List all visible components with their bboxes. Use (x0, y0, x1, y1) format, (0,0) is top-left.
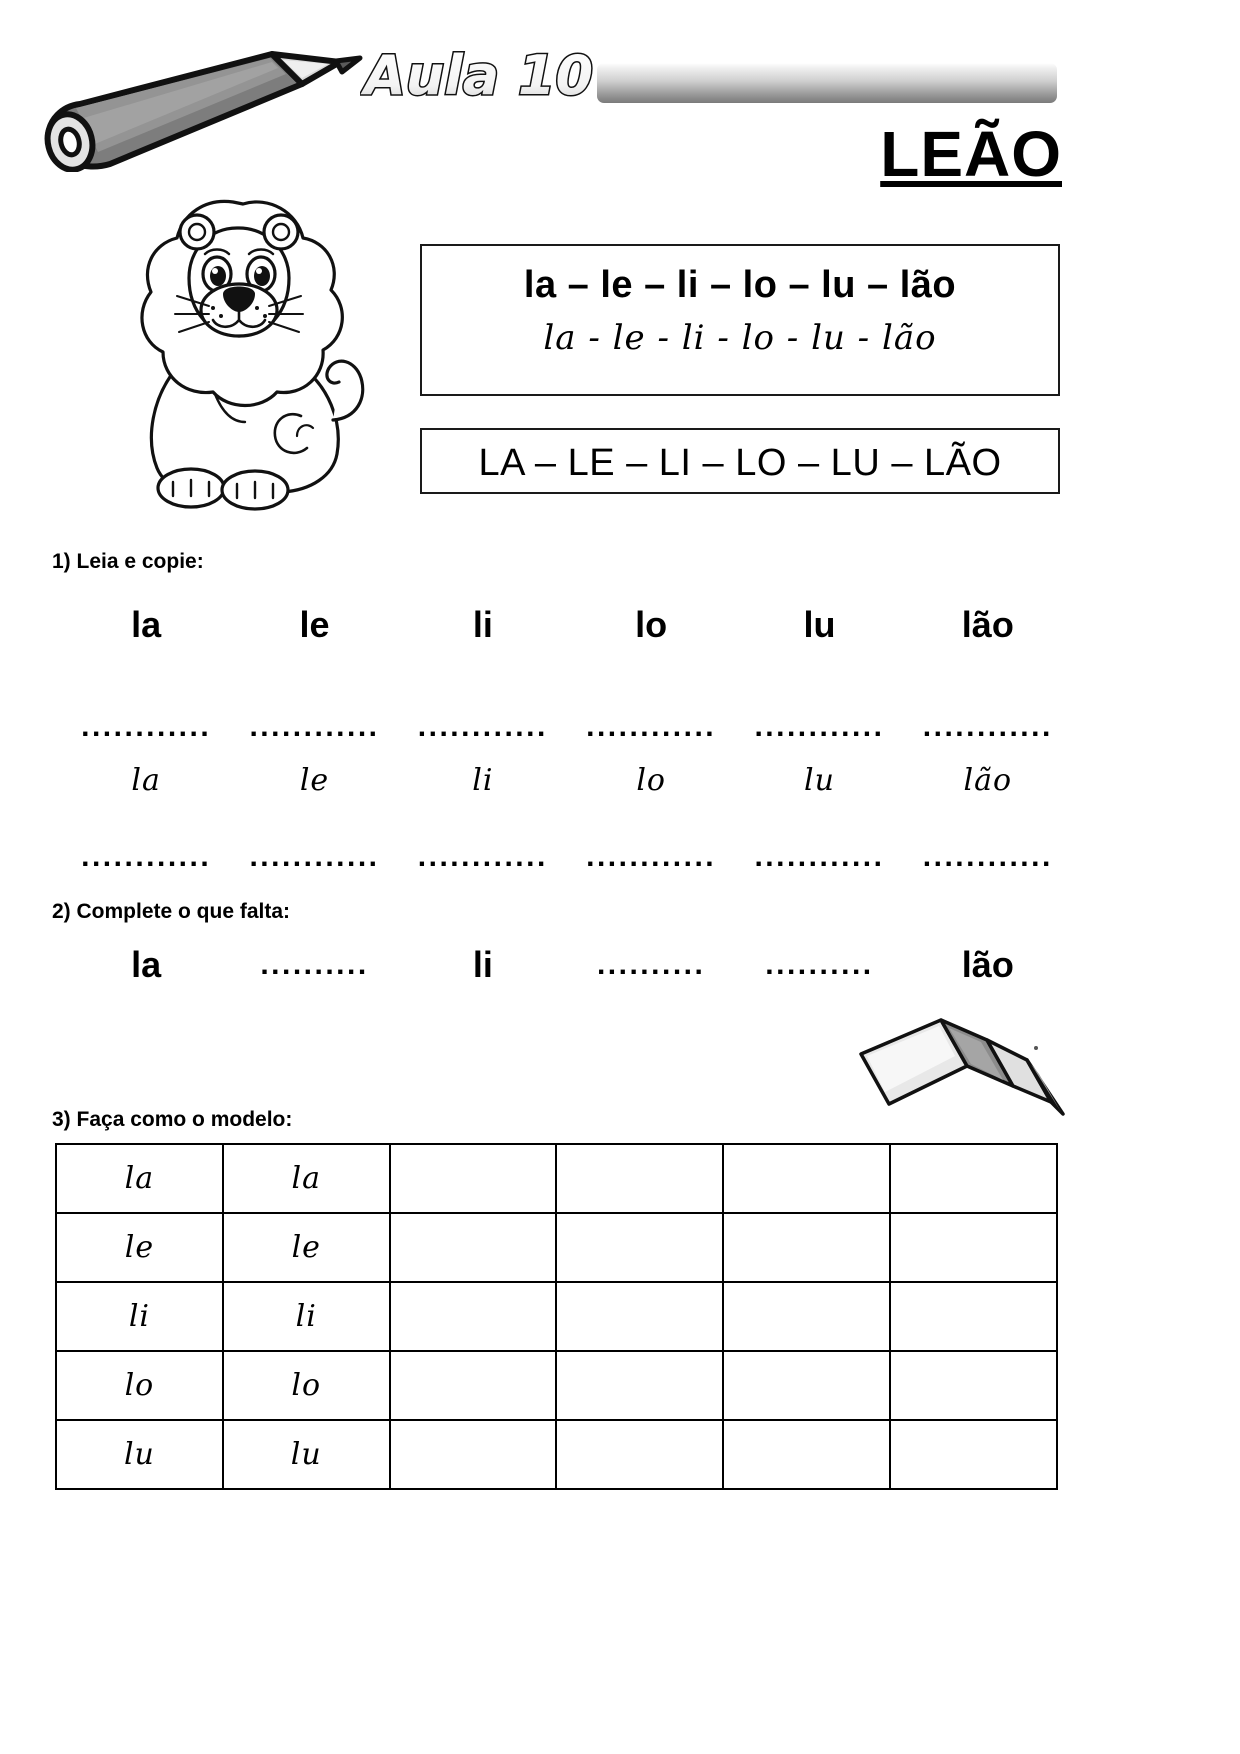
syllable-cursive: lo (636, 763, 666, 798)
syllable-box-uppercase (420, 428, 1060, 494)
table-cell-blank[interactable] (390, 1420, 557, 1489)
model-table (55, 1143, 1058, 1490)
syllable-print: lu (803, 604, 836, 645)
table-cell-blank[interactable] (390, 1351, 557, 1420)
tracing-line[interactable]: ............ (754, 840, 885, 873)
table-cell-blank[interactable] (890, 1144, 1057, 1213)
syllable-cursive: li (472, 763, 494, 798)
table-cell-blank[interactable] (723, 1420, 890, 1489)
syllable-blank[interactable]: .......... (596, 948, 706, 981)
table-cell-blank[interactable] (723, 1144, 890, 1213)
table-cell-blank[interactable] (556, 1420, 723, 1489)
crayon-icon (855, 1018, 1070, 1118)
syllable-print: lão (961, 604, 1014, 645)
exercise-1-dots-row-2 (62, 840, 1072, 874)
syllable-print: li (472, 604, 493, 645)
tracing-line[interactable]: ............ (417, 840, 548, 873)
table-row (56, 1351, 1057, 1420)
header-gradient-bar (597, 63, 1057, 103)
table-cell-blank[interactable] (890, 1213, 1057, 1282)
table-cell-blank[interactable] (390, 1282, 557, 1351)
syllable-print: la (131, 604, 162, 645)
lesson-title-text: Aula 10 (364, 44, 594, 107)
exercise-1-body (62, 600, 1072, 874)
table-cell-blank[interactable] (723, 1351, 890, 1420)
table-cell-model: le (223, 1213, 390, 1282)
exercise-1-print-row (62, 600, 1072, 650)
syllable-given: lão (961, 944, 1014, 985)
table-row (56, 1144, 1057, 1213)
table-cell-blank[interactable] (390, 1213, 557, 1282)
syllable-cursive: le (299, 763, 330, 798)
table-row (56, 1282, 1057, 1351)
exercise-1-cursive-row (62, 758, 1072, 804)
tracing-line[interactable]: ............ (586, 840, 717, 873)
syllable-lowercase-cursive: la - le - li - lo - lu - lão (543, 317, 937, 358)
syllable-box-lowercase (420, 244, 1060, 396)
exercise-2-body (62, 940, 1072, 990)
table-cell-blank[interactable] (890, 1420, 1057, 1489)
syllable-given: la (131, 944, 162, 985)
table-cell-model: li (56, 1282, 223, 1351)
table-cell-model: lo (56, 1351, 223, 1420)
syllable-given: li (472, 944, 493, 985)
table-cell-blank[interactable] (556, 1144, 723, 1213)
tracing-line[interactable]: ............ (922, 710, 1053, 743)
syllable-print: lo (635, 604, 668, 645)
table-cell-model: li (223, 1282, 390, 1351)
table-cell-blank[interactable] (556, 1351, 723, 1420)
syllable-cursive: la (131, 763, 161, 798)
table-row (56, 1213, 1057, 1282)
table-cell-model: la (223, 1144, 390, 1213)
table-cell-model: lo (223, 1351, 390, 1420)
table-cell-blank[interactable] (556, 1282, 723, 1351)
exercise-1-dots-row-1 (62, 710, 1072, 744)
table-cell-blank[interactable] (890, 1351, 1057, 1420)
table-cell-model: le (56, 1213, 223, 1282)
tracing-line[interactable]: ............ (249, 710, 380, 743)
lion-illustration (105, 170, 375, 515)
table-cell-model: la (56, 1144, 223, 1213)
tracing-line[interactable]: ............ (754, 710, 885, 743)
syllable-cursive: lão (963, 763, 1013, 798)
table-row (56, 1420, 1057, 1489)
table-cell-blank[interactable] (723, 1213, 890, 1282)
exercise-1-heading: 1) Leia e copie: (52, 550, 204, 573)
exercise-2-heading: 2) Complete o que falta: (52, 900, 291, 923)
table-cell-blank[interactable] (890, 1282, 1057, 1351)
syllable-cursive: lu (804, 763, 835, 798)
tracing-line[interactable]: ............ (922, 840, 1053, 873)
syllable-blank[interactable]: .......... (765, 948, 874, 981)
page-title: LEÃO (880, 118, 1062, 190)
tracing-line[interactable]: ............ (81, 840, 212, 873)
table-cell-blank[interactable] (390, 1144, 557, 1213)
syllable-print: le (299, 604, 330, 645)
tracing-line[interactable]: ............ (417, 710, 548, 743)
tracing-line[interactable]: ............ (586, 710, 717, 743)
syllable-lowercase-print: la – le – li – lo – lu – lão (523, 264, 957, 306)
exercise-3-heading: 3) Faça como o modelo: (52, 1108, 293, 1131)
tracing-line[interactable]: ............ (81, 710, 212, 743)
pencil-icon (40, 42, 370, 172)
table-cell-model: lu (56, 1420, 223, 1489)
table-cell-blank[interactable] (723, 1282, 890, 1351)
tracing-line[interactable]: ............ (249, 840, 380, 873)
table-cell-blank[interactable] (556, 1213, 723, 1282)
lesson-title (360, 36, 600, 116)
syllable-uppercase-print: LA – LE – LI – LO – LU – LÃO (478, 442, 1002, 484)
syllable-blank[interactable]: .......... (260, 948, 369, 981)
table-cell-model: lu (223, 1420, 390, 1489)
